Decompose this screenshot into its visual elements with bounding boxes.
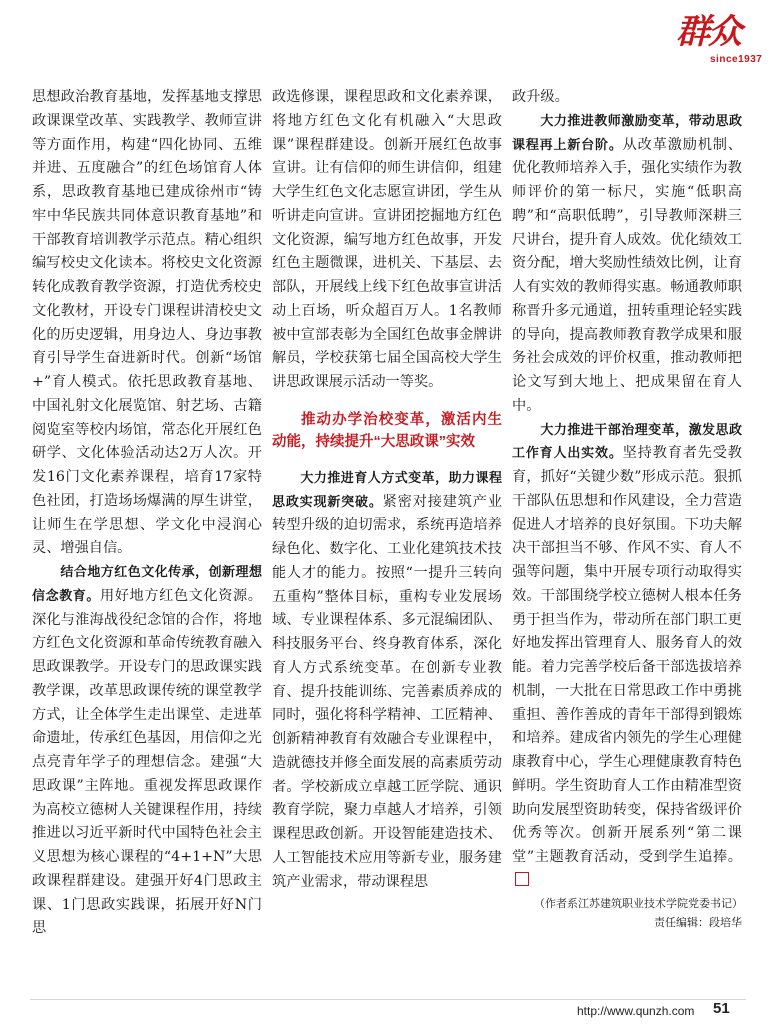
paragraph: 思想政治教育基地，发挥基地支撑思政课课堂改革、实践教学、教师宣讲等方面作用，构建“四化协同、五维并进、五度融合”的红色场馆育人体系，思政教育基地已建成徐州市“铸牢中华民族共同体意识教育基地”和干部教育培训教学示范点。精心组织编写校史文化读本。将校史文化资源转化成教育教学资源，打造优秀校史文化教材，开设专门课程讲清校史文化的历史逻辑，用身边人、身边事教育引导学生奋进新时代。创新“场馆+”育人模式。依托思政教育基地、中国礼射文化展览馆、射艺场、古籍阅览室等校内场馆，常态化开展红色研学、文化体验活动达2万人次。开发16门文化素养课程，培育17家特色社团，打造场场爆满的厚生讲堂，让师生在学思想、学文化中浸润心灵、增强自信。	[32, 89, 262, 557]
footer-url[interactable]: http://www.qunzh.com	[577, 1004, 695, 1018]
logo-script: 群众	[676, 12, 740, 52]
paragraph	[272, 467, 502, 895]
paragraph-lead: 大力推进育人方式变革，助力课程思政实现新突破。	[272, 470, 502, 510]
paragraph	[512, 110, 742, 419]
paragraph-body: 坚持教育者先受教育，抓好“关键少数”形成示范。狠抓干部队伍思想和作风建设，全力营造促进人才培养的良好氛围。下功夫解决干部担当不够、作风不实、育人不强等问题，集中开展专项行动取得实效。干部围绕学校立德树人根本任务勇于担当作为，带动所在部门职工更好地发挥出管理育人、服务育人的效能。着力完善学校后备干部选拔培养机制，一大批在日常思政工作中勇挑重担、善作善成的青年干部得到锻炼和培养。建成省内领先的学生心理健康教育中心，学生心理健康教育特色鲜明。学生资助育人工作由精准型资助向发展型资助转变，保持省级评价优秀等次。创新开展系列“第二课堂”主题教育活动，受到学生追捧。	[512, 445, 742, 865]
author-note	[512, 894, 742, 932]
paragraph	[512, 419, 742, 894]
column-2	[272, 86, 502, 894]
paragraph-lead: 大力推进干部治理变革，激发思政工作育人出实效。	[512, 422, 742, 462]
paragraph-body: 用好地方红色文化资源。深化与淮海战役纪念馆的合作，将地方红色文化资源和革命传统教育融入思政课教学。开设专门的思政课实践教学课，改革思政课传统的课堂教学方式，让全体学生走出课堂、走进革命遗址，传承红色基因，用信仰之光点亮青年学子的理想信念。建强“大思政课”主阵地。重视发挥思政课作为高校立德树人关键课程作用，持续推进以习近平新时代中国特色社会主义思想为核心课程的“4+1+N”大思政课程群建设。建强开好4门思政主课、1门思政实践课，拓展开好N门思	[32, 587, 262, 937]
editor-line: 责任编辑：段培华	[654, 915, 742, 929]
paragraph	[32, 561, 262, 941]
column-3	[512, 86, 742, 932]
section-heading: 推动办学治校变革，激活内生动能，持续提升“大思政课”实效	[272, 411, 502, 450]
footer-rule	[30, 999, 746, 1000]
end-mark-icon	[515, 872, 529, 886]
page-number: 51	[713, 1000, 730, 1017]
paragraph: 政选修课，课程思政和文化素养课，将地方红色文化有机融入“大思政课”课程群建设。创新开展红色故事宣讲。让有信仰的师生讲信仰，组建大学生红色文化志愿宣讲团，学生从听讲走向宣讲。宣讲团挖掘地方红色文化资源，编写地方红色故事，开发红色主题微课，进机关、下基层、去部队，开展线上线下红色故事宣讲活动上百场，听众超百万人。1名教师被中宣部表彰为全国红色故事金牌讲解员，学校获第七届全国高校大学生讲思政课展示活动一等奖。	[272, 89, 502, 390]
column-1	[32, 86, 262, 941]
paragraph: 政升级。	[512, 89, 569, 105]
paragraph-body: 从改革激励机制、优化教师培养入手，强化实绩作为教师评价的第一标尺，实施“低职高聘”和“高职低聘”，引导教师深耕三尺讲台，提升育人成效。优化绩效工资分配，增大奖励性绩效比例，让育人有实效的教师得实惠。畅通教师职称晋升多元通道，扭转重理论轻实践的导向，提高教师教育教学成果和服务社会成效的评价权重，推动教师把论文写到大地上、把成果留在育人中。	[512, 136, 742, 414]
masthead-logo	[676, 12, 772, 72]
logo-since: since1937	[710, 54, 763, 65]
author-line: （作者系江苏建筑职业技术学院党委书记）	[534, 896, 743, 910]
paragraph-lead: 大力推进教师激励变革，带动思政课程再上新台阶。	[512, 113, 742, 153]
paragraph-body: 紧密对接建筑产业转型升级的迫切需求，系统再造培养绿色化、数字化、工业化建筑技术技能人才的能力。按照“一提升三转向五重构”整体目标，重构专业发展场域、专业课程体系、多元混编团队、科技服务平台、终身教育体系，深化育人方式系统变革。在创新专业教育、提升技能训练、完善素质养成的同时，强化将科学精神、工匠精神、创新精神教育有效融合专业课程中，造就德技并修全面发展的高素质劳动者。学校新成立卓越工匠学院、通识教育学院，聚力卓越人才培养，引领课程思政创新。开设智能建造技术、人工智能技术应用等新专业，服务建筑产业需求，带动课程思	[272, 493, 502, 890]
paragraph-lead: 结合地方红色文化传承，创新理想信念教育。	[32, 565, 262, 604]
